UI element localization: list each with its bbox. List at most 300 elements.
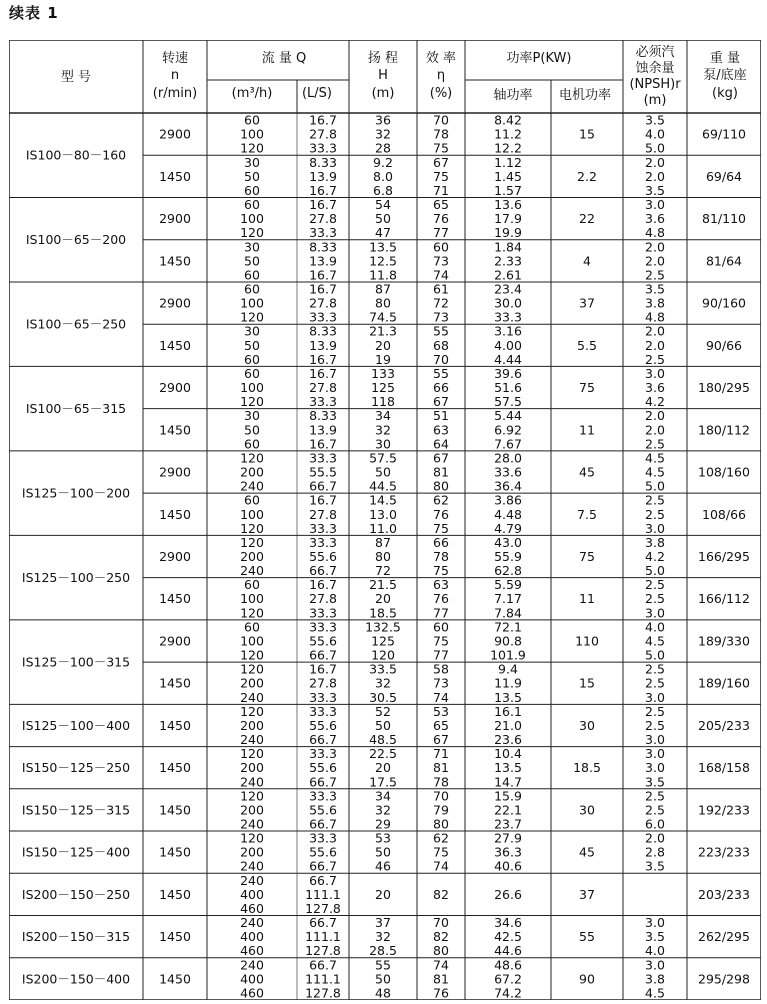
cell-head: 32 [375, 929, 391, 945]
cell-eff: 72 [433, 295, 449, 311]
header-weight-line1: 重 量 [709, 51, 741, 66]
cell-shaft: 11.2 [494, 126, 522, 142]
motor-power-value: 4 [583, 253, 591, 269]
cell-head: 48.5 [369, 732, 397, 748]
cell-eff: 74 [433, 858, 449, 874]
cell-eff: 79 [433, 802, 449, 818]
cell-shaft: 30.0 [494, 295, 522, 311]
cell-shaft: 7.84 [494, 605, 522, 621]
cell-q_m3h: 120 [240, 647, 264, 663]
cell-shaft: 67.2 [494, 971, 522, 987]
cell-head: 47 [375, 225, 391, 241]
cell-npsh: 4.8 [645, 309, 665, 325]
weight-value: 189/330 [698, 633, 750, 649]
motor-power-value: 37 [579, 886, 595, 902]
cell-npsh: 2.5 [645, 351, 665, 367]
speed-value: 1450 [159, 253, 191, 269]
cell-q_m3h: 50 [244, 253, 260, 269]
cell-q_ls: 27.8 [309, 591, 337, 607]
cell-shaft: 7.17 [494, 591, 522, 607]
cell-npsh: 3.8 [645, 295, 665, 311]
cell-q_ls: 66.7 [309, 858, 337, 874]
model-name: IS100－65－200 [25, 232, 127, 248]
cell-q_ls: 33.3 [309, 746, 337, 762]
speed-value: 2900 [159, 126, 191, 142]
speed-value: 1450 [159, 422, 191, 438]
cell-q_ls: 8.33 [309, 239, 337, 255]
speed-value: 2900 [159, 633, 191, 649]
cell-q_ls: 27.8 [309, 126, 337, 142]
weight-value: 108/160 [698, 464, 750, 480]
cell-q_ls: 66.7 [309, 774, 337, 790]
cell-q_m3h: 120 [240, 703, 264, 719]
cell-q_m3h: 120 [240, 309, 264, 325]
cell-eff: 67 [433, 154, 449, 170]
motor-power-value: 45 [579, 844, 595, 860]
weight-value: 108/66 [702, 506, 746, 522]
cell-q_ls: 33.3 [309, 830, 337, 846]
cell-head: 20 [375, 886, 391, 902]
pump-performance-table [9, 40, 761, 1000]
cell-head: 34 [375, 408, 391, 424]
cell-head: 50 [375, 971, 391, 987]
header-head: 扬 程 [367, 51, 399, 66]
header-weight-line2: 泵/底座 [703, 68, 747, 83]
cell-head: 14.5 [369, 492, 397, 508]
motor-power-value: 90 [579, 971, 595, 987]
cell-eff: 76 [433, 985, 449, 1000]
cell-npsh: 2.5 [645, 492, 665, 508]
cell-npsh: 3.0 [645, 746, 665, 762]
cell-head: 50 [375, 464, 391, 480]
cell-npsh: 2.5 [645, 675, 665, 691]
cell-q_m3h: 400 [240, 971, 264, 987]
cell-q_ls: 127.8 [305, 900, 341, 916]
cell-q_m3h: 200 [240, 760, 264, 776]
cell-shaft: 4.48 [494, 506, 522, 522]
cell-shaft: 90.8 [494, 633, 522, 649]
weight-value: 295/298 [698, 971, 750, 987]
cell-head: 50 [375, 211, 391, 227]
cell-q_m3h: 200 [240, 717, 264, 733]
cell-shaft: 8.42 [494, 112, 522, 128]
cell-head: 28.5 [369, 943, 397, 959]
cell-eff: 82 [433, 886, 449, 902]
header-shaft-power: 轴功率 [493, 88, 533, 103]
cell-head: 18.5 [369, 605, 397, 621]
weight-value: 262/295 [698, 929, 750, 945]
cell-q_ls: 55.6 [309, 633, 337, 649]
cell-eff: 68 [433, 337, 449, 353]
cell-head: 33.5 [369, 661, 397, 677]
header-motor-power: 电机功率 [558, 88, 612, 103]
cell-q_m3h: 460 [240, 985, 264, 1000]
motor-power-value: 75 [579, 380, 595, 396]
cell-head: 118 [371, 394, 395, 410]
cell-q_m3h: 100 [240, 591, 264, 607]
cell-shaft: 39.6 [494, 365, 522, 381]
model-name: IS150－125－250 [21, 760, 131, 776]
cell-npsh: 5.0 [645, 478, 665, 494]
cell-eff: 74 [433, 267, 449, 283]
cell-q_ls: 66.7 [309, 647, 337, 663]
cell-eff: 73 [433, 309, 449, 325]
cell-head: 29 [375, 816, 391, 832]
cell-q_m3h: 120 [240, 225, 264, 241]
cell-head: 8.0 [373, 168, 393, 184]
cell-q_ls: 55.6 [309, 549, 337, 564]
cell-shaft: 22.1 [494, 802, 522, 818]
table-continuation-title: 续表 1 [9, 4, 59, 22]
cell-eff: 71 [433, 746, 449, 762]
cell-npsh: 2.5 [645, 591, 665, 607]
cell-npsh: 2.0 [645, 154, 665, 170]
cell-shaft: 34.6 [494, 915, 522, 931]
cell-eff: 75 [433, 168, 449, 184]
cell-q_m3h: 60 [244, 365, 260, 381]
cell-npsh: 3.5 [645, 774, 665, 790]
cell-eff: 70 [433, 351, 449, 367]
cell-head: 11.8 [369, 267, 397, 283]
cell-head: 36 [375, 112, 391, 128]
motor-power-value: 2.2 [577, 168, 597, 184]
cell-q_ls: 13.9 [309, 337, 337, 353]
cell-q_ls: 16.7 [309, 182, 337, 198]
cell-shaft: 48.6 [494, 957, 522, 973]
cell-eff: 76 [433, 211, 449, 227]
cell-q_ls: 27.8 [309, 295, 337, 311]
cell-q_ls: 27.8 [309, 506, 337, 522]
cell-shaft: 5.59 [494, 577, 522, 593]
speed-value: 1450 [159, 675, 191, 691]
cell-q_m3h: 200 [240, 844, 264, 860]
cell-q_ls: 66.7 [309, 915, 337, 931]
cell-q_ls: 66.7 [309, 478, 337, 494]
cell-npsh: 3.5 [645, 858, 665, 874]
header-speed-unit: (r/min) [152, 86, 198, 101]
cell-q_ls: 66.7 [309, 816, 337, 832]
cell-npsh: 5.0 [645, 563, 665, 579]
weight-value: 223/233 [698, 844, 750, 860]
header-efficiency-symbol: η [436, 68, 446, 83]
cell-npsh: 2.5 [645, 267, 665, 283]
cell-head: 44.5 [369, 478, 397, 494]
model-name: IS100－65－250 [25, 316, 127, 332]
cell-head: 125 [371, 380, 395, 396]
cell-eff: 73 [433, 675, 449, 691]
cell-shaft: 23.7 [494, 816, 522, 832]
cell-eff: 65 [433, 197, 449, 213]
cell-shaft: 15.9 [494, 788, 522, 804]
cell-q_ls: 16.7 [309, 661, 337, 677]
speed-value: 2900 [159, 295, 191, 311]
cell-q_m3h: 120 [240, 520, 264, 536]
cell-npsh: 4.5 [645, 464, 665, 480]
weight-value: 90/66 [705, 337, 743, 353]
cell-q_ls: 16.7 [309, 281, 337, 297]
header-model: 型 号 [60, 70, 92, 85]
cell-shaft: 21.0 [494, 717, 522, 733]
motor-power-value: 55 [579, 929, 595, 945]
speed-value: 1450 [159, 929, 191, 945]
header-speed: 转速 [161, 51, 189, 66]
cell-q_ls: 55.5 [309, 464, 337, 480]
cell-head: 32 [375, 802, 391, 818]
speed-value: 1450 [159, 506, 191, 522]
cell-q_m3h: 30 [244, 408, 260, 424]
cell-eff: 80 [433, 943, 449, 959]
cell-q_m3h: 120 [240, 746, 264, 762]
cell-npsh: 3.6 [645, 380, 665, 396]
table-header [61, 45, 747, 108]
cell-q_m3h: 120 [240, 450, 264, 466]
header-speed-symbol: n [170, 68, 180, 83]
cell-q_m3h: 240 [240, 689, 264, 705]
model-name: IS125－100－315 [21, 654, 131, 670]
cell-eff: 75 [433, 563, 449, 579]
cell-q_m3h: 120 [240, 605, 264, 621]
cell-q_ls: 55.6 [309, 717, 337, 733]
cell-npsh: 4.5 [645, 450, 665, 466]
header-flow: 流 量 Q [261, 51, 307, 66]
cell-eff: 77 [433, 605, 449, 621]
cell-eff: 51 [433, 408, 449, 424]
cell-npsh: 2.0 [645, 253, 665, 269]
cell-eff: 53 [433, 703, 449, 719]
cell-q_ls: 13.9 [309, 168, 337, 184]
motor-power-value: 15 [579, 675, 595, 691]
cell-q_m3h: 240 [240, 816, 264, 832]
cell-q_m3h: 120 [240, 394, 264, 410]
header-npsh-line4: (m) [643, 93, 667, 108]
cell-q_ls: 33.3 [309, 225, 337, 241]
header-head-unit: (m) [371, 86, 395, 101]
cell-q_ls: 66.7 [309, 732, 337, 748]
model-name: IS100－65－315 [25, 401, 127, 417]
cell-head: 20 [375, 337, 391, 353]
motor-power-value: 11 [579, 591, 595, 607]
speed-value: 1450 [159, 337, 191, 353]
cell-q_m3h: 100 [240, 506, 264, 522]
cell-head: 50 [375, 844, 391, 860]
cell-head: 125 [371, 633, 395, 649]
cell-eff: 60 [433, 619, 449, 635]
cell-q_m3h: 240 [240, 915, 264, 931]
cell-head: 32 [375, 126, 391, 142]
cell-q_ls: 111.1 [305, 971, 341, 987]
cell-shaft: 13.6 [494, 197, 522, 213]
cell-q_m3h: 200 [240, 549, 264, 564]
motor-power-value: 75 [579, 549, 595, 564]
cell-eff: 81 [433, 971, 449, 987]
cell-shaft: 6.92 [494, 422, 522, 438]
cell-shaft: 12.2 [494, 140, 522, 156]
cell-shaft: 74.2 [494, 985, 522, 1000]
cell-q_ls: 33.3 [309, 534, 337, 550]
cell-q_ls: 66.7 [309, 563, 337, 579]
speed-value: 1450 [159, 886, 191, 902]
cell-eff: 76 [433, 591, 449, 607]
header-weight-line3: (kg) [712, 86, 738, 101]
cell-q_ls: 16.7 [309, 577, 337, 593]
motor-power-value: 30 [579, 717, 595, 733]
cell-shaft: 62.8 [494, 563, 522, 579]
cell-q_m3h: 60 [244, 492, 260, 508]
cell-q_m3h: 60 [244, 281, 260, 297]
cell-q_ls: 16.7 [309, 365, 337, 381]
cell-eff: 78 [433, 126, 449, 142]
model-name: IS100－80－160 [25, 147, 127, 163]
model-name: IS125－100－400 [21, 717, 131, 733]
header-npsh-line1: 必须汽 [635, 45, 675, 60]
cell-npsh: 4.8 [645, 225, 665, 241]
speed-value: 1450 [159, 168, 191, 184]
cell-head: 30 [375, 436, 391, 452]
cell-shaft: 23.6 [494, 732, 522, 748]
cell-shaft: 14.7 [494, 774, 522, 790]
cell-npsh: 3.0 [645, 732, 665, 748]
cell-shaft: 33.3 [494, 309, 522, 325]
cell-shaft: 3.86 [494, 492, 522, 508]
cell-npsh: 3.5 [645, 281, 665, 297]
cell-npsh: 3.0 [645, 957, 665, 973]
cell-head: 46 [375, 858, 391, 874]
cell-shaft: 1.84 [494, 239, 522, 255]
cell-npsh: 3.0 [645, 605, 665, 621]
cell-q_m3h: 60 [244, 197, 260, 213]
cell-head: 74.5 [369, 309, 397, 325]
cell-q_ls: 127.8 [305, 985, 341, 1000]
cell-head: 20 [375, 760, 391, 776]
cell-npsh: 3.0 [645, 520, 665, 536]
cell-eff: 66 [433, 380, 449, 396]
cell-eff: 70 [433, 788, 449, 804]
cell-q_m3h: 120 [240, 534, 264, 550]
weight-value: 205/233 [698, 717, 750, 733]
weight-value: 69/110 [702, 126, 746, 142]
model-name: IS125－100－200 [21, 485, 131, 501]
cell-eff: 62 [433, 830, 449, 846]
cell-q_ls: 33.3 [309, 309, 337, 325]
cell-npsh: 2.5 [645, 436, 665, 452]
cell-head: 22.5 [369, 746, 397, 762]
cell-eff: 67 [433, 732, 449, 748]
cell-shaft: 7.67 [494, 436, 522, 452]
speed-value: 2900 [159, 464, 191, 480]
motor-power-value: 45 [579, 464, 595, 480]
cell-shaft: 44.6 [494, 943, 522, 959]
cell-shaft: 23.4 [494, 281, 522, 297]
cell-npsh: 5.0 [645, 647, 665, 663]
motor-power-value: 30 [579, 802, 595, 818]
speed-value: 1450 [159, 591, 191, 607]
cell-shaft: 4.79 [494, 520, 522, 536]
cell-q_m3h: 100 [240, 633, 264, 649]
weight-value: 81/64 [705, 253, 743, 269]
cell-npsh: 3.8 [645, 971, 665, 987]
cell-head: 32 [375, 675, 391, 691]
cell-head: 133 [371, 365, 395, 381]
cell-head: 50 [375, 717, 391, 733]
cell-shaft: 2.33 [494, 253, 522, 269]
cell-npsh: 2.0 [645, 323, 665, 339]
header-npsh-line2: 蚀余量 [635, 61, 675, 76]
table-body [22, 113, 750, 1000]
cell-q_m3h: 50 [244, 422, 260, 438]
weight-value: 90/160 [702, 295, 746, 311]
cell-q_ls: 66.7 [309, 872, 337, 888]
cell-head: 53 [375, 830, 391, 846]
cell-npsh: 2.5 [645, 802, 665, 818]
cell-npsh: 2.5 [645, 788, 665, 804]
cell-shaft: 101.9 [490, 647, 526, 663]
cell-head: 52 [375, 703, 391, 719]
cell-head: 30.5 [369, 689, 397, 705]
weight-value: 166/295 [698, 549, 750, 564]
cell-q_m3h: 200 [240, 464, 264, 480]
cell-npsh: 2.5 [645, 661, 665, 677]
cell-shaft: 40.6 [494, 858, 522, 874]
cell-q_ls: 13.9 [309, 422, 337, 438]
cell-shaft: 51.6 [494, 380, 522, 396]
cell-eff: 63 [433, 422, 449, 438]
cell-q_m3h: 50 [244, 337, 260, 353]
cell-q_m3h: 240 [240, 957, 264, 973]
cell-npsh: 5.0 [645, 140, 665, 156]
cell-head: 20 [375, 591, 391, 607]
cell-npsh: 4.0 [645, 126, 665, 142]
cell-q_ls: 55.6 [309, 802, 337, 818]
cell-eff: 74 [433, 689, 449, 705]
cell-npsh: 3.0 [645, 689, 665, 705]
cell-head: 72 [375, 563, 391, 579]
cell-q_m3h: 60 [244, 351, 260, 367]
cell-npsh: 4.2 [645, 394, 665, 410]
cell-eff: 77 [433, 225, 449, 241]
speed-value: 2900 [159, 549, 191, 564]
cell-shaft: 1.57 [494, 182, 522, 198]
cell-eff: 64 [433, 436, 449, 452]
cell-eff: 78 [433, 774, 449, 790]
cell-shaft: 33.6 [494, 464, 522, 480]
cell-head: 37 [375, 915, 391, 931]
speed-value: 2900 [159, 211, 191, 227]
cell-shaft: 1.45 [494, 168, 522, 184]
cell-head: 21.3 [369, 323, 397, 339]
cell-q_ls: 16.7 [309, 112, 337, 128]
cell-q_m3h: 60 [244, 619, 260, 635]
cell-shaft: 4.00 [494, 337, 522, 353]
weight-value: 81/110 [702, 211, 746, 227]
cell-q_ls: 8.33 [309, 154, 337, 170]
cell-head: 12.5 [369, 253, 397, 269]
speed-value: 1450 [159, 717, 191, 733]
cell-eff: 61 [433, 281, 449, 297]
cell-q_m3h: 240 [240, 872, 264, 888]
cell-eff: 75 [433, 140, 449, 156]
cell-q_m3h: 240 [240, 563, 264, 579]
cell-eff: 80 [433, 816, 449, 832]
weight-value: 180/295 [698, 380, 750, 396]
cell-npsh: 3.0 [645, 365, 665, 381]
cell-head: 120 [371, 647, 395, 663]
weight-value: 69/64 [705, 168, 743, 184]
cell-eff: 70 [433, 915, 449, 931]
cell-eff: 63 [433, 577, 449, 593]
cell-q_ls: 111.1 [305, 929, 341, 945]
cell-shaft: 1.12 [494, 154, 522, 170]
cell-eff: 73 [433, 253, 449, 269]
